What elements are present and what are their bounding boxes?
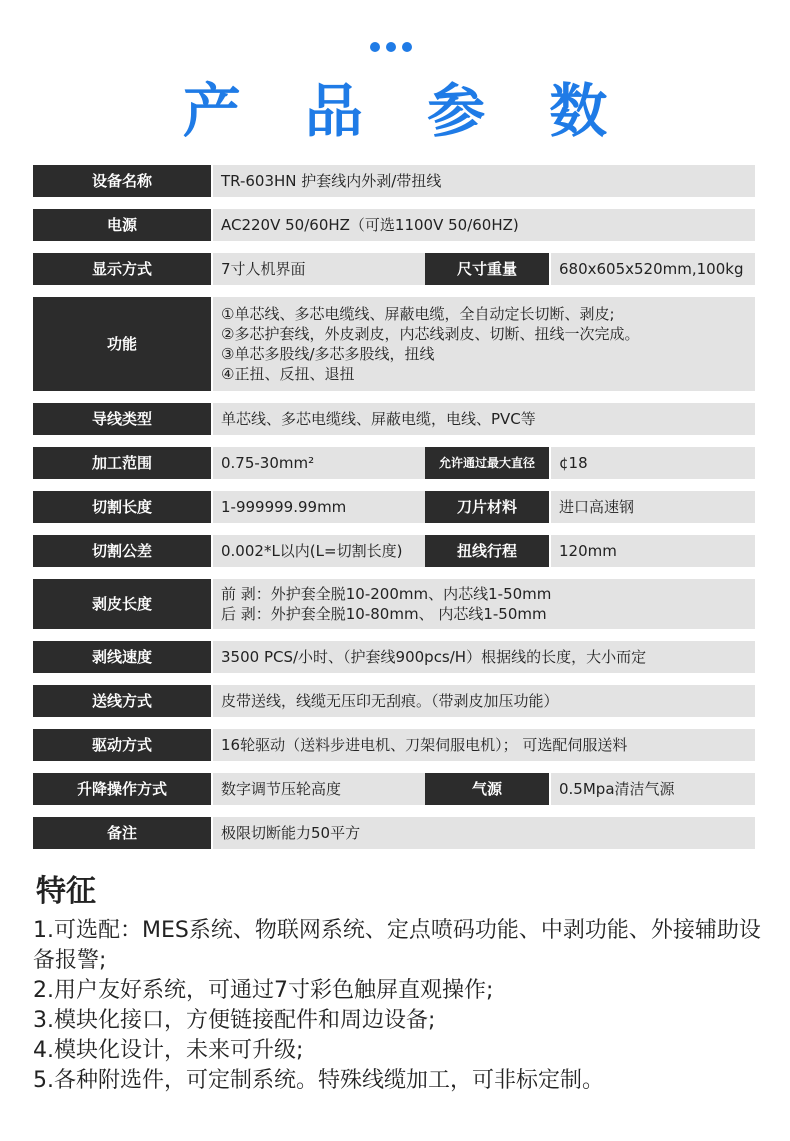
param-value: TR-603HN 护套线内外剥/带扭线 <box>213 165 755 197</box>
param-value: 0.5Mpa清洁气源 <box>551 773 755 805</box>
table-row <box>33 685 755 717</box>
decorative-dots <box>370 42 412 52</box>
param-value: 单芯线、多芯电缆线、屏蔽电缆，电线、PVC等 <box>213 403 755 435</box>
table-row <box>33 535 755 567</box>
param-value: 0.002*L以内(L=切割长度) <box>213 535 425 567</box>
param-value: 16轮驱动（送料步进电机、刀架伺服电机）； 可选配伺服送料 <box>213 729 755 761</box>
param-value: 120mm <box>551 535 755 567</box>
param-value: 7寸人机界面 <box>213 253 425 285</box>
param-label: 设备名称 <box>33 165 213 197</box>
param-value: 数字调节压轮高度 <box>213 773 425 805</box>
param-value: 680x605x520mm,100kg <box>551 253 755 285</box>
list-item: 1.可选配：MES系统、物联网系统、定点喷码功能、中剥功能、外接辅助设备报警; <box>33 918 761 973</box>
param-label: 导线类型 <box>33 403 213 435</box>
list-item: 2.用户友好系统，可通过7寸彩色触屏直观操作; <box>33 978 494 1003</box>
function-line: ①单芯线、多芯电缆线、屏蔽电缆，全自动定长切断、剥皮; <box>221 305 615 323</box>
list-item: 3.模块化接口，方便链接配件和周边设备; <box>33 1008 436 1033</box>
list-item: 5.各种附选件，可定制系统。特殊线缆加工，可非标定制。 <box>33 1068 604 1093</box>
table-row <box>33 253 755 285</box>
function-line: ④正扭、反扭、退扭 <box>221 365 355 383</box>
param-value: 3500 PCS/小时、（护套线900pcs/H）根据线的长度，大小而定 <box>213 641 755 673</box>
param-label: 备注 <box>33 817 213 849</box>
table-row <box>33 447 755 479</box>
table-row <box>33 817 755 849</box>
param-label: 加工范围 <box>33 447 213 479</box>
param-value: 皮带送线，线缆无压印无刮痕。（带剥皮加压功能） <box>213 685 755 717</box>
table-row <box>33 729 755 761</box>
table-row <box>33 209 755 241</box>
param-label: 允许通过最大直径 <box>425 447 551 479</box>
features-heading: 特征 <box>36 874 96 909</box>
param-label: 切割公差 <box>33 535 213 567</box>
list-item: 4.模块化设计，未来可升级; <box>33 1038 304 1063</box>
table-row <box>33 773 755 805</box>
param-value: 1-999999.99mm <box>213 491 425 523</box>
features-list <box>33 916 763 1096</box>
param-label: 尺寸重量 <box>425 253 551 285</box>
param-label: 剥线速度 <box>33 641 213 673</box>
table-row <box>33 491 755 523</box>
table-row <box>33 165 755 197</box>
param-label: 剥皮长度 <box>33 579 213 629</box>
param-value: 进口高速钢 <box>551 491 755 523</box>
param-label: 功能 <box>33 297 213 391</box>
param-label: 显示方式 <box>33 253 213 285</box>
table-row <box>33 641 755 673</box>
table-row <box>33 579 755 629</box>
dot-icon <box>386 42 396 52</box>
param-label: 切割长度 <box>33 491 213 523</box>
param-value: 0.75-30mm² <box>213 447 425 479</box>
strip-length-line: 后 剥：外护套全脱10-80mm、 内芯线1-50mm <box>221 605 547 623</box>
param-label: 升降操作方式 <box>33 773 213 805</box>
param-label: 刀片材料 <box>425 491 551 523</box>
function-line: ②多芯护套线，外皮剥皮，内芯线剥皮、切断、扭线一次完成。 <box>221 325 640 343</box>
param-value: AC220V 50/60HZ（可选1100V 50/60HZ) <box>213 209 755 241</box>
param-value <box>213 579 755 629</box>
dot-icon <box>370 42 380 52</box>
parameters-table <box>33 153 755 861</box>
param-label: 电源 <box>33 209 213 241</box>
param-value <box>213 297 755 391</box>
param-label: 送线方式 <box>33 685 213 717</box>
param-label: 扭线行程 <box>425 535 551 567</box>
page-title: 产 品 参 数 <box>182 77 630 145</box>
table-row <box>33 297 755 391</box>
param-label: 驱动方式 <box>33 729 213 761</box>
dot-icon <box>402 42 412 52</box>
table-row <box>33 403 755 435</box>
param-value: ¢18 <box>551 447 755 479</box>
param-value: 极限切断能力50平方 <box>213 817 755 849</box>
strip-length-line: 前 剥：外护套全脱10-200mm、内芯线1-50mm <box>221 585 552 603</box>
param-label: 气源 <box>425 773 551 805</box>
function-line: ③单芯多股线/多芯多股线，扭线 <box>221 345 435 363</box>
